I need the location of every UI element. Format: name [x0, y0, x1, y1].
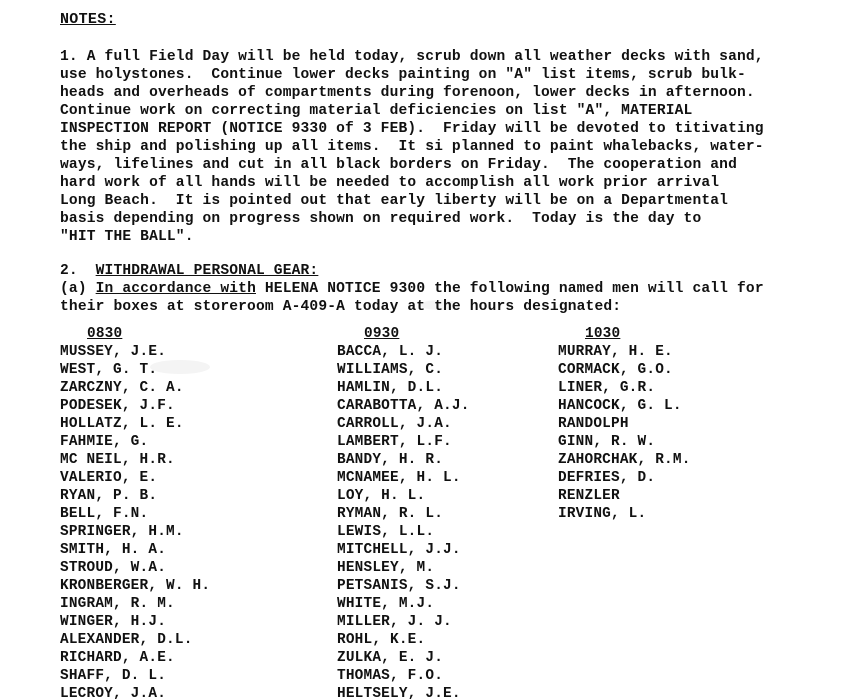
name-entry: HAMLIN, D.L. [337, 380, 444, 396]
item-1-paragraph [60, 48, 830, 246]
item-2-title-line [60, 262, 830, 280]
name-entry: ROHL, K.E. [337, 632, 426, 648]
item-1-line: ways, lifelines and cut in all black borders on Friday. The cooperation and [60, 157, 737, 173]
item-1-line: heads and overheads of compartments during forenoon, lower decks in afternoon. [60, 85, 755, 101]
name-entry: ZARCZNY, C. A. [60, 380, 184, 396]
name-entry: SMITH, H. A. [60, 542, 167, 558]
name-entry: ZAHORCHAK, R.M. [558, 452, 691, 468]
name-entry: MC NEIL, H.R. [60, 452, 175, 468]
name-entry: RENZLER [558, 488, 620, 504]
name-entry: WILLIAMS, C. [337, 362, 444, 378]
name-entry: IRVING, L. [558, 506, 647, 522]
name-entry: DEFRIES, D. [558, 470, 656, 486]
name-entry: BELL, F.N. [60, 506, 149, 522]
item-1-line: Long Beach. It is pointed out that early liberty will be on a Departmental [60, 193, 729, 209]
name-entry: CARABOTTA, A.J. [337, 398, 470, 414]
name-entry: HOLLATZ, L. E. [60, 416, 184, 432]
name-entry: LECROY, J.A. [60, 686, 167, 699]
column-time-heading: 0830 [87, 326, 123, 342]
name-entry: MITCHELL, J.J. [337, 542, 461, 558]
item-1-line: INSPECTION REPORT (NOTICE 9330 of 3 FEB). Friday will be devoted to titivating [60, 121, 764, 137]
name-entry: MURRAY, H. E. [558, 344, 673, 360]
name-entry: BACCA, L. J. [337, 344, 444, 360]
item-2-line [60, 280, 830, 298]
name-entry: RANDOLPH [558, 416, 629, 432]
name-entry: WEST, G. T. [60, 362, 158, 378]
name-entry: HELTSELY, J.E. [337, 686, 461, 699]
item-2-paragraph [60, 262, 830, 316]
name-entry: SPRINGER, H.M. [60, 524, 184, 540]
name-entry: KRONBERGER, W. H. [60, 578, 211, 594]
name-entry: STROUD, W.A. [60, 560, 167, 576]
item-1-line: 1. A full Field Day will be held today, scrub down all weather decks with sand, [60, 49, 764, 65]
item-1-line: "HIT THE BALL". [60, 229, 194, 245]
name-entry: RYAN, P. B. [60, 488, 158, 504]
column-time-heading: 1030 [585, 326, 621, 342]
name-entry: WINGER, H.J. [60, 614, 167, 630]
name-entry: MCNAMEE, H. L. [337, 470, 461, 486]
item-2-underlined-phrase: In accordance with [95, 281, 256, 297]
column-0830 [60, 325, 210, 699]
notes-heading: NOTES: [60, 11, 116, 28]
item-2-line: their boxes at storeroom A-409-A today at the hours designated: [60, 299, 622, 315]
name-entry: RICHARD, A.E. [60, 650, 175, 666]
item-1-line: Continue work on correcting material deficiencies on list "A", MATERIAL [60, 103, 693, 119]
name-entry: PETSANIS, S.J. [337, 578, 461, 594]
name-entry: FAHMIE, G. [60, 434, 149, 450]
item-2-number: 2. [60, 263, 96, 279]
item-1-line: hard work of all hands will be needed to accomplish all work prior arrival [60, 175, 720, 191]
name-entry: ALEXANDER, D.L. [60, 632, 193, 648]
item-1-line: use holystones. Continue lower decks painting on "A" list items, scrub bulk- [60, 67, 746, 83]
name-entry: BANDY, H. R. [337, 452, 444, 468]
name-entry: INGRAM, R. M. [60, 596, 175, 612]
column-time-heading: 0930 [364, 326, 400, 342]
name-entry: VALERIO, E. [60, 470, 158, 486]
name-entry: HANCOCK, G. L. [558, 398, 682, 414]
name-entry: MILLER, J. J. [337, 614, 452, 630]
name-entry: RYMAN, R. L. [337, 506, 444, 522]
item-1-line: the ship and polishing up all items. It si planned to paint whalebacks, water- [60, 139, 764, 155]
name-entry: LOY, H. L. [337, 488, 426, 504]
name-entry: CORMACK, G.O. [558, 362, 673, 378]
name-entry: WHITE, M.J. [337, 596, 435, 612]
name-entry: ZULKA, E. J. [337, 650, 444, 666]
name-entry: GINN, R. W. [558, 434, 656, 450]
item-2-prefix: (a) [60, 281, 96, 297]
name-entry: CARROLL, J.A. [337, 416, 452, 432]
name-entry: THOMAS, F.O. [337, 668, 444, 684]
name-entry: SHAFF, D. L. [60, 668, 167, 684]
name-entry: LINER, G.R. [558, 380, 656, 396]
name-entry: LAMBERT, L.F. [337, 434, 452, 450]
column-1030 [558, 325, 691, 523]
name-entry: MUSSEY, J.E. [60, 344, 167, 360]
item-2-title: WITHDRAWAL PERSONAL GEAR: [95, 263, 319, 279]
item-1-line: basis depending on progress shown on required work. Today is the day to [60, 211, 702, 227]
item-2-line-rest: HELENA NOTICE 9300 the following named men will call for [255, 281, 764, 297]
name-entry: LEWIS, L.L. [337, 524, 435, 540]
name-entry: HENSLEY, M. [337, 560, 435, 576]
column-0930 [337, 325, 470, 699]
name-entry: PODESEK, J.F. [60, 398, 175, 414]
